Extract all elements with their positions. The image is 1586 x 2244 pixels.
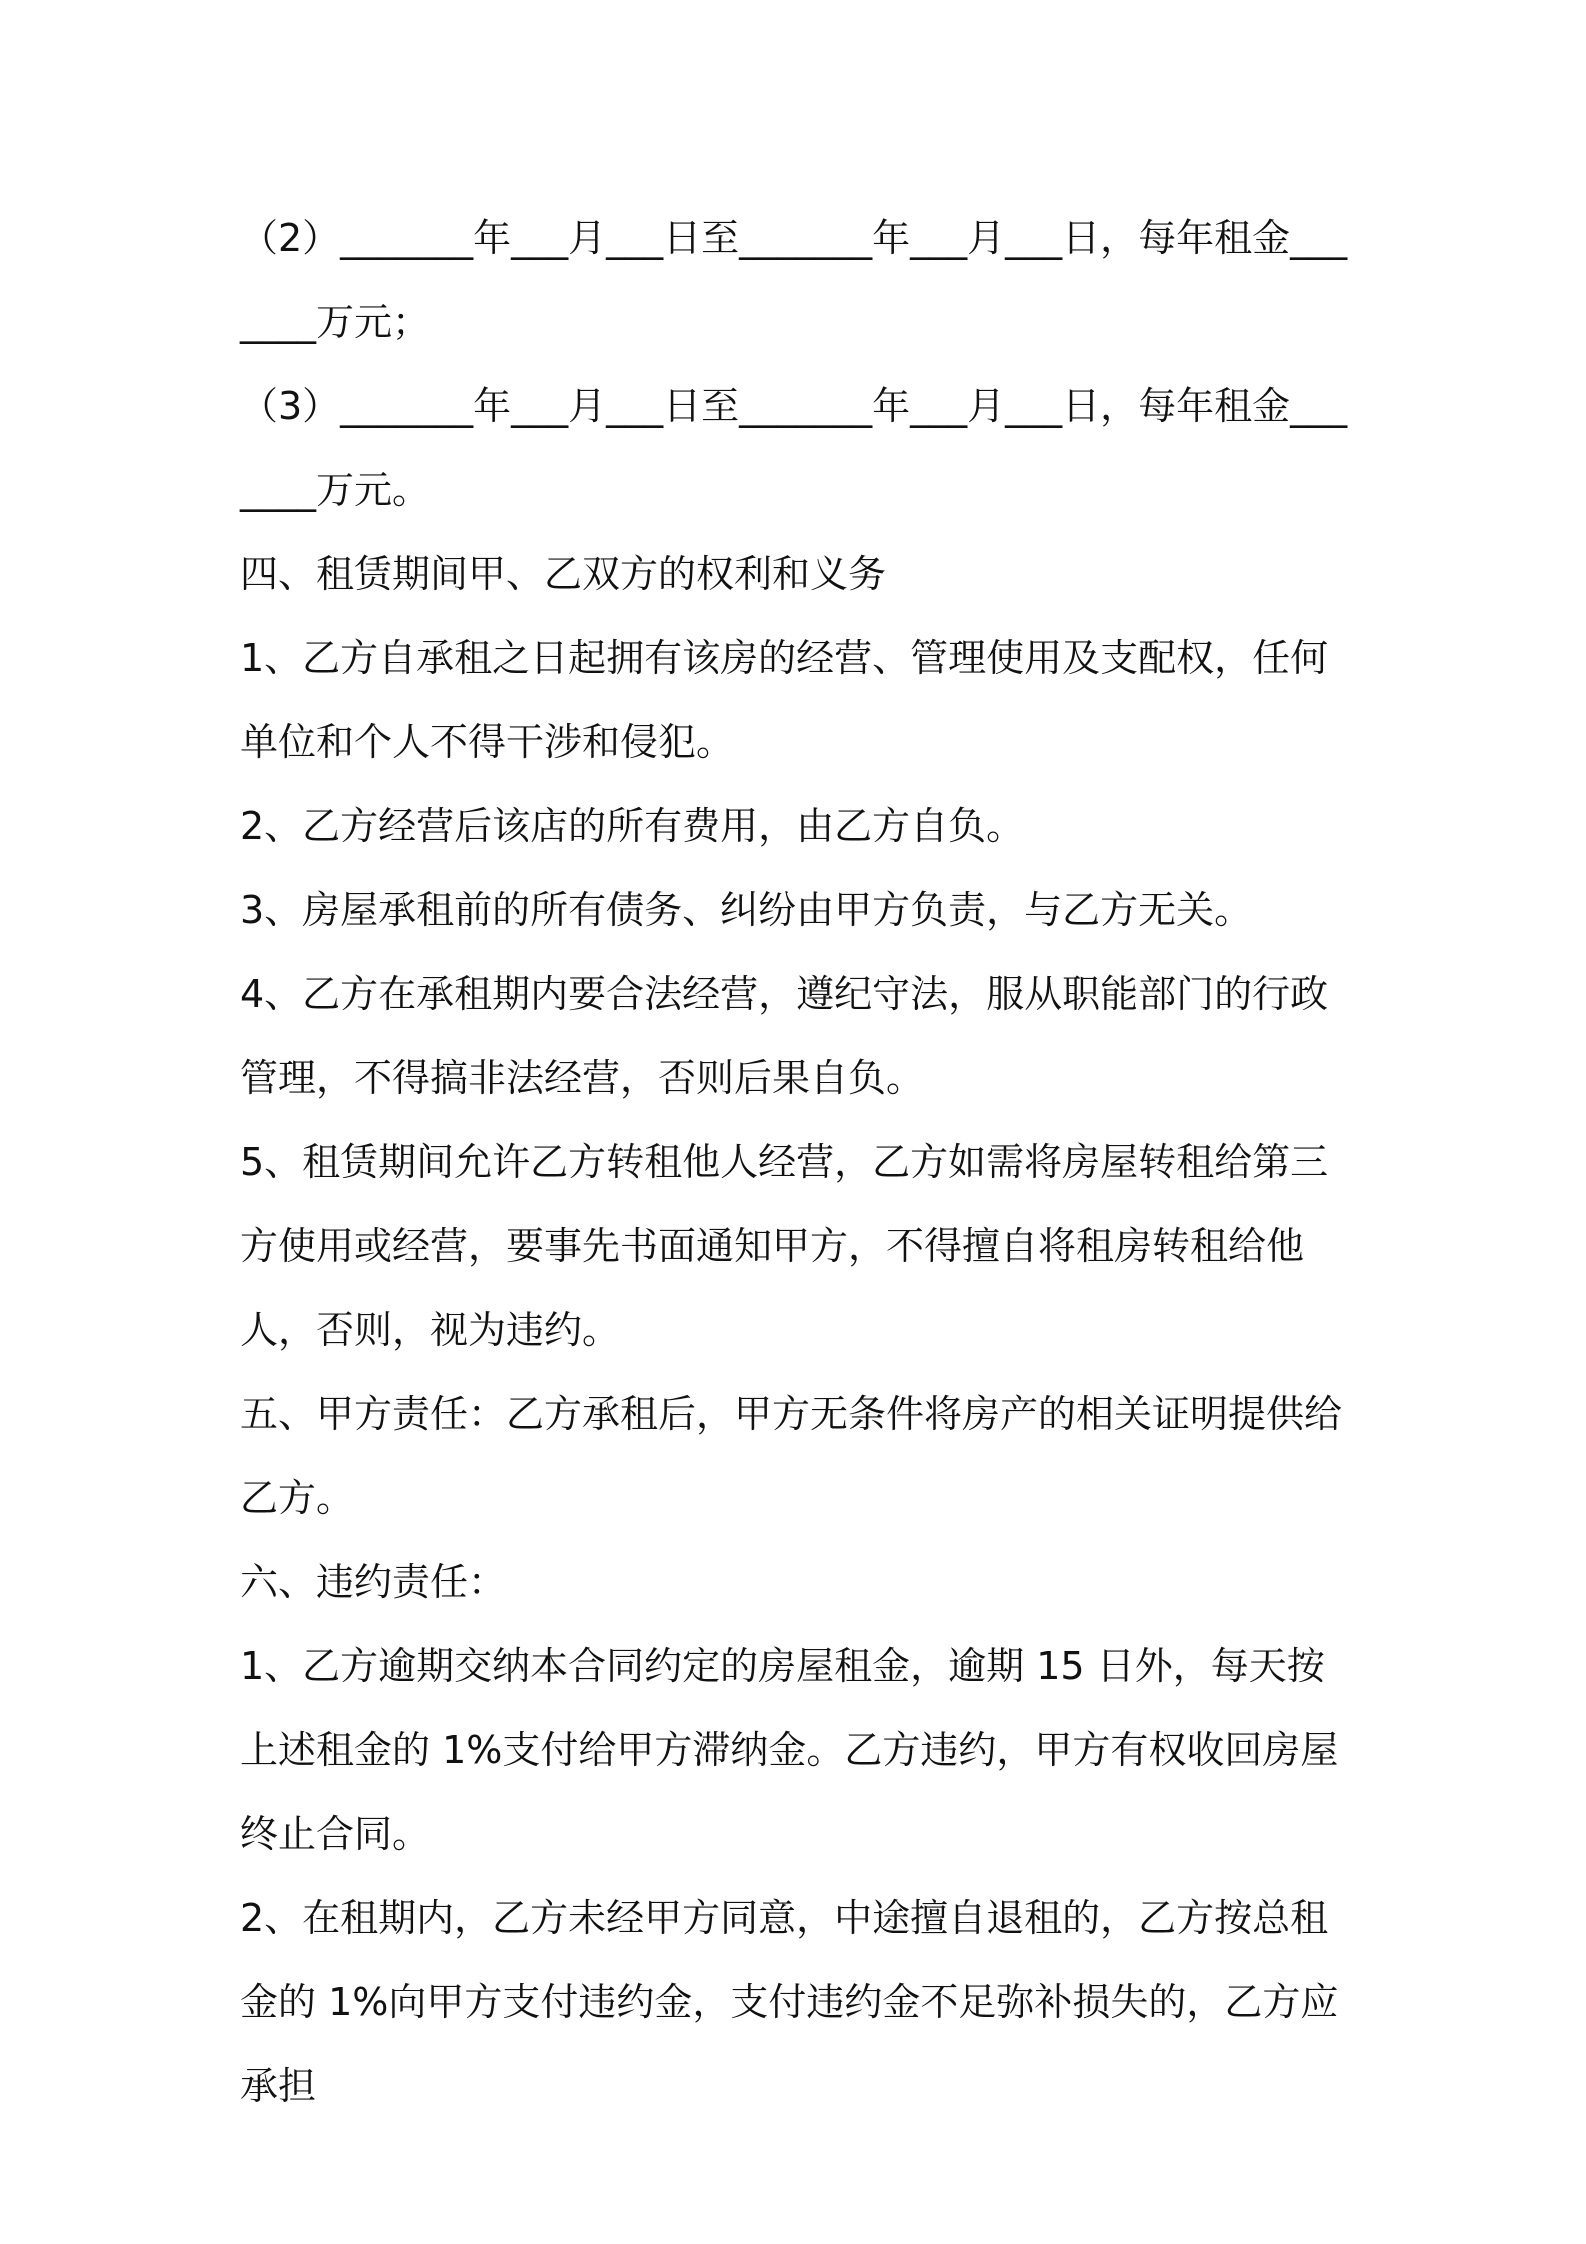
section-6-heading: 六、违约责任： [240, 1560, 507, 1604]
rent-period-2-paragraph: （2）_______年___月___日至_______年___月___日，每年租金_______万元； [240, 216, 1348, 344]
section-4-heading: 四、租赁期间甲、乙双方的权利和义务 [240, 552, 887, 596]
section-4-item-2: 2、乙方经营后该店的所有费用，由乙方自负。 [240, 804, 1025, 848]
document-body [240, 196, 1360, 2128]
section-6-item-2: 2、在租期内，乙方未经甲方同意，中途擅自退租的，乙方按总租金的 1%向甲方支付违约金，支付违约金不足弥补损失的，乙方应承担 [240, 1896, 1339, 2108]
section-4-item-1: 1、乙方自承租之日起拥有该房的经营、管理使用及支配权，任何单位和个人不得干涉和侵犯。 [240, 636, 1329, 764]
section-6-item-1: 1、乙方逾期交纳本合同约定的房屋租金，逾期 15 日外，每天按上述租金的 1%支付给甲方滞纳金。乙方违约，甲方有权收回房屋终止合同。 [240, 1644, 1339, 1856]
section-4-item-5: 5、租赁期间允许乙方转租他人经营，乙方如需将房屋转租给第三方使用或经营，要事先书面通知甲方，不得擅自将租房转租给他人，否则，视为违约。 [240, 1140, 1329, 1352]
section-4-item-3: 3、房屋承租前的所有债务、纠纷由甲方负责，与乙方无关。 [240, 888, 1253, 932]
rent-period-3-paragraph: （3）_______年___月___日至_______年___月___日，每年租金_______万元。 [240, 384, 1348, 512]
section-5-paragraph: 五、甲方责任：乙方承租后，甲方无条件将房产的相关证明提供给乙方。 [240, 1392, 1343, 1520]
section-4-item-4: 4、乙方在承租期内要合法经营，遵纪守法，服从职能部门的行政管理，不得搞非法经营，否则后果自负。 [240, 972, 1329, 1100]
